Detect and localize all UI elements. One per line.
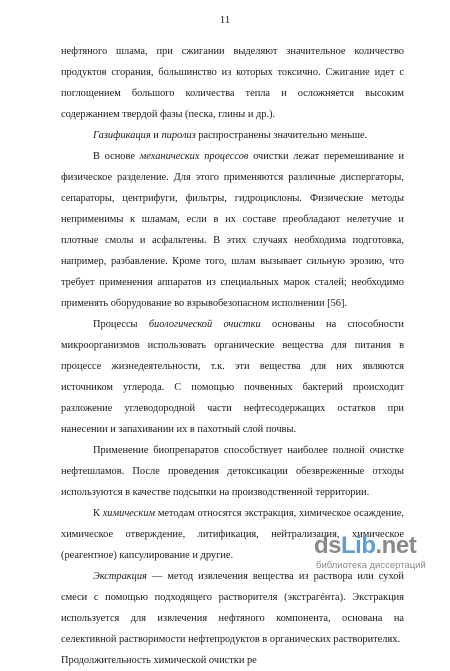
text-run: основаны на способности микроорганизмов использовать органические вещества для питания в процессе жизнедеятельности, т.к. эти вещества для них являются источником углерода. С помощью почвенных бактерий происходит разложение углеводородной части нефтесодержащих остатков при нанесении и запахивании их в пахотный слой почвы. xyxy=(61,319,404,435)
watermark-logo xyxy=(314,532,432,574)
italic-term: Экстракция xyxy=(93,571,147,582)
text-run: нефтяного шлама, при сжигании выделяют значительное количество продуктов сгорания, большинство из которых токсично. Сжигание идет с поглощением большого количества тепла и осложняется высоким содержанием твердой фазы (песка, глины и др.). xyxy=(61,46,404,120)
italic-term: химическим xyxy=(102,508,156,519)
text-run: очистки лежат перемешивание и физическое разделение. Для этого применяются различные диспергаторы, сепараторы, центрифуги, фильтры, гидроциклоны. Физические методы неприменимы к шламам, если в их составе преобладают нелетучие и плотные смолы и асфальтены. В этих случаях необходима подготовка, например, разбавление. Кроме того, шлам вызывает сильную эрозию, что требует применения аппаратов из специальных марок сталей; необходимо применять оборудование во взрывобезопасном исполнении [56]. xyxy=(61,151,405,309)
paragraph xyxy=(61,650,404,671)
text-run: Процессы xyxy=(93,319,149,330)
paragraph xyxy=(61,41,404,125)
italic-term: Газификация xyxy=(93,130,151,141)
paragraph xyxy=(61,125,404,146)
paragraph xyxy=(61,146,404,314)
text-run: и xyxy=(150,130,162,141)
paragraph xyxy=(61,566,404,650)
italic-term: биологической очистки xyxy=(148,319,261,330)
italic-term: пиролиз xyxy=(161,130,196,141)
paragraph xyxy=(61,440,404,503)
italic-term: механических процессов xyxy=(139,151,249,162)
page-number: 11 xyxy=(219,14,231,26)
text-run: распространены значительно меньше. xyxy=(195,130,368,141)
text-run: — метод извлечения вещества из раствора или сухой смеси с помощью подходящего растворителя (экстрагéнта). Экстракция используется для извлечения нефтяного компонента, основана на селективной растворимости нефтепродуктов в органических растворителях. xyxy=(61,571,404,645)
text-run: Применение биопрепаратов способствует наиболее полной очистке нефтешламов. После проведения детоксикации обезвреженные отходы используются в качестве подсыпки на производственной территории. xyxy=(61,445,404,498)
paragraph xyxy=(61,314,404,440)
text-run: К xyxy=(93,508,103,519)
text-run: Продолжительность химической очистки ре xyxy=(61,655,257,666)
watermark-subtitle: библиотека диссертаций xyxy=(316,560,426,571)
watermark-logo-net: .net xyxy=(375,532,417,559)
text-run: В основе xyxy=(93,151,140,162)
document-body xyxy=(61,41,404,671)
watermark-logo-ds: ds xyxy=(314,532,342,559)
watermark-logo-lib: Lib xyxy=(341,532,376,559)
text-run: методам относятся экстракция, химическое осаждение, химическое отверждение, литификация, нейтрализация, химическое (реагентное) капсулирование и другие. xyxy=(61,508,404,561)
